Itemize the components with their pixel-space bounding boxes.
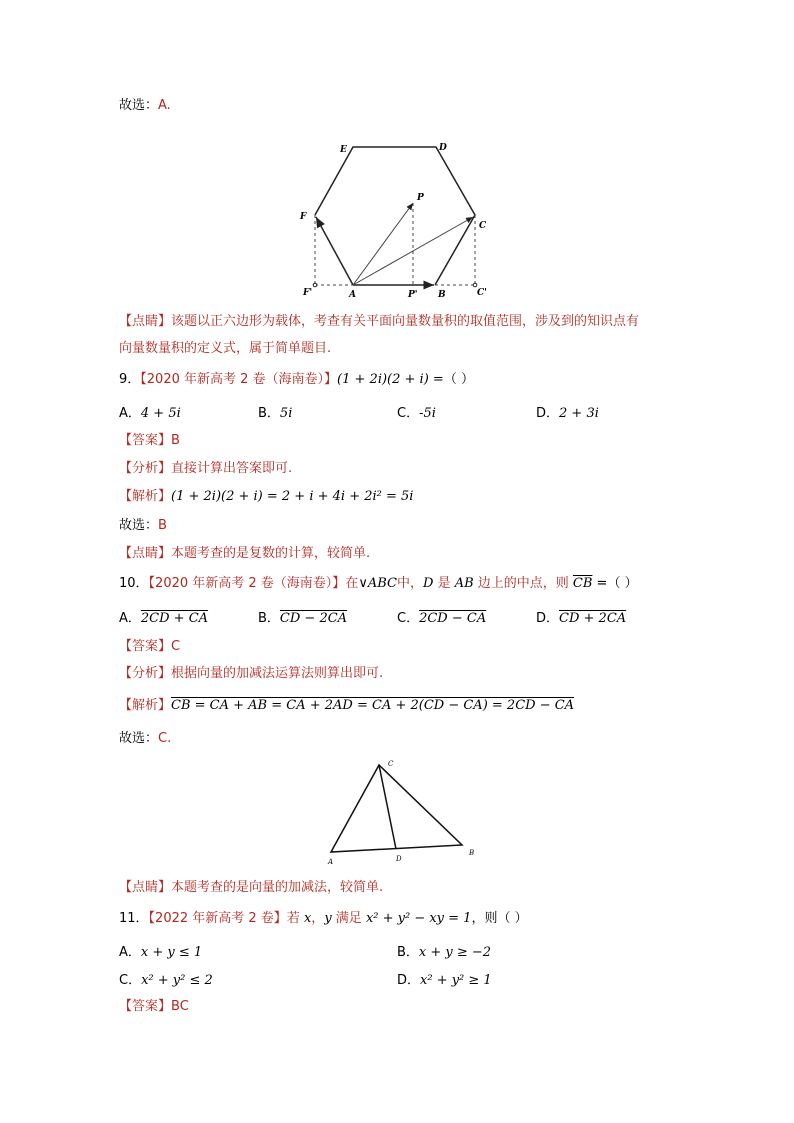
label-a: A xyxy=(328,858,334,866)
label-f: F xyxy=(300,212,307,222)
q10-number: 10． xyxy=(119,576,149,591)
label-cp: C' xyxy=(477,288,487,298)
label-p: P xyxy=(417,193,424,203)
side-af xyxy=(316,217,353,285)
q10-remark: 【点睛】本题考查的是向量的加减法，较简单. xyxy=(119,880,384,895)
q10-answer: 【答案】C xyxy=(119,639,181,654)
choice-value: A. xyxy=(158,98,171,113)
q9-solution: 【解析】(1 + 2i)(2 + i) = 2 + i + 4i + 2i² = 5i xyxy=(119,489,414,504)
label-b: B xyxy=(469,849,475,857)
hexagon-figure xyxy=(295,135,505,303)
q11-option-a: A．x + y ≤ 1 xyxy=(119,945,203,960)
label-c: C xyxy=(479,221,487,231)
q9-choice: 故选：B xyxy=(119,518,167,533)
q9-source: 【2020 年新高考 2 卷（海南卷）】 xyxy=(140,372,338,387)
label-d: D xyxy=(439,143,447,153)
q9-option-d: D．2 + 3i xyxy=(536,406,599,421)
q9-remark: 【点睛】本题考查的是复数的计算，较简单. xyxy=(119,546,371,561)
q10-option-d: D．CD + 2CA xyxy=(536,611,627,626)
label-b: B xyxy=(438,290,446,300)
point-fp xyxy=(313,283,317,287)
q9-paren: （ ） xyxy=(443,372,474,387)
label-fp: F' xyxy=(303,288,313,298)
q11-number: 11． xyxy=(119,911,149,926)
q9-option-b: B．5i xyxy=(258,406,293,421)
q10-option-c: C．2CD − CA xyxy=(397,611,487,626)
q9-analysis: 【分析】直接计算出答案即可. xyxy=(119,461,293,476)
triangle-abc xyxy=(331,765,462,852)
q9-option-a: A．4 + 5i xyxy=(119,406,181,421)
q11-option-c: C．x² + y² ≤ 2 xyxy=(119,973,213,988)
q10-solution: 【解析】CB = CA + AB = CA + 2AD = CA + 2(CD − CA) = 2CD − CA xyxy=(119,698,575,713)
q10-source: 【2020 年新高考 2 卷（海南卷）】 xyxy=(148,576,346,591)
median-cd xyxy=(379,765,396,849)
q10-analysis: 【分析】根据向量的加减法运算法则算出即可. xyxy=(119,666,384,681)
question-10: 10．【2020 年新高考 2 卷（海南卷）】在∨ABC中，D 是 AB 边上的中点，则 $\overline{CB}$ =（ ） xyxy=(119,576,638,591)
q10-option-b: B．CD − 2CA xyxy=(258,611,348,626)
remark-tag: 【点睛】 xyxy=(119,314,172,329)
label-d: D xyxy=(396,855,402,863)
question-11: 11．【2022 年新高考 2 卷】若 x，y 满足 x² + y² − xy = 1，则（ ） xyxy=(119,911,528,926)
triangle-figure xyxy=(322,755,482,867)
vector-ap xyxy=(353,203,413,285)
q9-expression: (1 + 2i)(2 + i) = xyxy=(337,372,444,387)
q9-number: 9． xyxy=(119,372,141,387)
q9-answer: 【答案】B xyxy=(119,433,180,448)
q9-option-c: C．-5i xyxy=(397,406,436,421)
q10-option-a: A．2CD + CA xyxy=(119,611,209,626)
q10-choice: 故选：C. xyxy=(119,731,172,746)
point-cp xyxy=(473,283,477,287)
label-pp: P' xyxy=(408,290,418,300)
question-9 xyxy=(119,371,474,389)
q11-option-d: D．x² + y² ≥ 1 xyxy=(397,973,492,988)
label-e: E xyxy=(340,145,347,155)
label-a: A xyxy=(349,290,356,300)
hexagon-outline xyxy=(315,147,475,285)
q11-option-b: B．x + y ≥ −2 xyxy=(397,945,492,960)
q11-source: 【2022 年新高考 2 卷】 xyxy=(148,911,287,926)
choice-prefix: 故选： xyxy=(119,98,159,113)
remark-line-2: 向量数量积的定义式，属于简单题目. xyxy=(119,341,332,356)
remark-text: 该题以正六边形为载体，考查有关平面向量数量积的取值范围，涉及到的知识点有 xyxy=(171,314,640,329)
remark-line-1 xyxy=(119,313,639,331)
label-c: C xyxy=(388,760,394,768)
q11-answer: 【答案】BC xyxy=(119,999,189,1014)
answer-choice-line xyxy=(119,97,171,115)
